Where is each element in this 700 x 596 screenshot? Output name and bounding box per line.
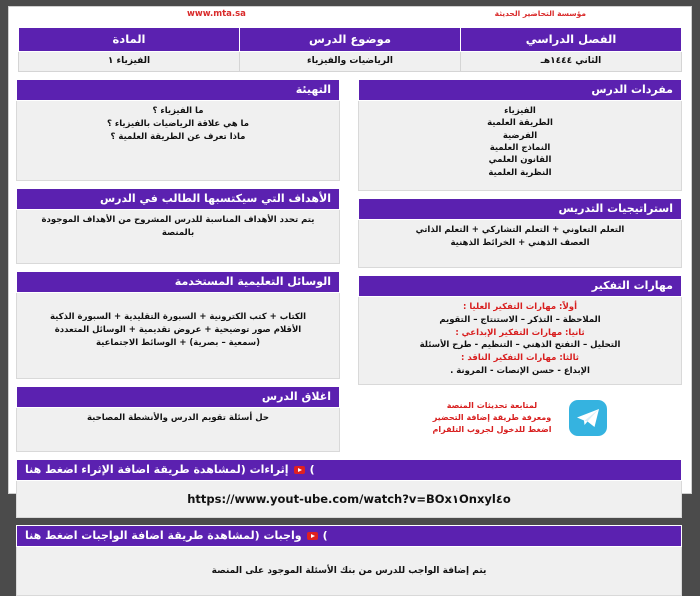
vocab-item: الفرضية: [502, 130, 538, 141]
vocab-item: الفيزياء: [504, 106, 536, 116]
card-title-teaching-strategies: استراتيجيات التدريس: [358, 198, 682, 220]
card-teaching-media: [16, 271, 340, 379]
vocab-item: النظرية العلمية: [488, 167, 552, 178]
lesson-info-table: [18, 27, 682, 72]
thinking-group-label: أولاً: مهارات التفكير العليا :: [462, 302, 577, 312]
card-title-enrichment[interactable]: [16, 459, 682, 481]
media-line: (سمعية – بصرية) + الوسائط الاجتماعية: [95, 337, 261, 348]
value-semester: الثاني ١٤٤٤هـ: [461, 52, 682, 72]
two-column-layout: [7, 79, 691, 459]
site-url[interactable]: www.mta.sa: [187, 9, 246, 19]
card-body-teaching-media: [16, 293, 340, 379]
thinking-group-value: التحليل – التفتح الذهني – التنظيم - طرح الأسئلة: [419, 340, 621, 351]
card-objectives: [16, 188, 340, 264]
card-title-teaching-media: الوسائل التعليمية المستخدمة: [16, 271, 340, 293]
thinking-group-label: ثالثا: مهارات التفكير الناقد :: [461, 353, 579, 363]
warmup-question: ما هي علاقة الرياضيات بالفيزياء ؟: [106, 118, 250, 129]
strategy-line: التعلم التعاوني + التعلم التشاركي + التعلم الذاتي: [415, 225, 625, 235]
card-title-vocabulary: مفردات الدرس: [358, 79, 682, 101]
promo-line: اضغط للدخول لجروب التلقرام: [432, 425, 552, 434]
closing-text: حل أسئلة تقويم الدرس والأنشطة المصاحبة: [87, 413, 269, 423]
youtube-icon[interactable]: [294, 466, 305, 474]
card-vocabulary: [358, 79, 682, 191]
warmup-question: ماذا تعرف عن الطريقة العلمية ؟: [110, 131, 246, 142]
card-title-thinking-skills: مهارات التفكير: [358, 275, 682, 297]
card-body-teaching-strategies: [358, 220, 682, 268]
telegram-promo[interactable]: [358, 392, 682, 444]
column-header-lesson-topic: موضوع الدرس: [240, 28, 461, 52]
telegram-promo-text: [433, 400, 552, 436]
column-header-semester: الفصل الدراسي: [461, 28, 682, 52]
brand-bar: [9, 7, 691, 27]
column-header-subject: المادة: [19, 28, 240, 52]
value-subject: الفيزياء ١: [19, 52, 240, 72]
vocab-item: الطريقة العلمية: [487, 118, 553, 129]
vocab-item: النماذج العلمية: [489, 142, 551, 153]
objective-line: يتم تحدد الأهداف المناسبة للدرس المشروح من الأهداف الموجودة: [41, 215, 315, 225]
homework-text: يتم إضافة الواجب للدرس من بنك الأسئلة الموجود على المنصة: [211, 566, 487, 576]
card-body-thinking-skills: [358, 297, 682, 385]
card-body-objectives: [16, 210, 340, 264]
media-line: الأقلام صور توضيحية + عروض تقديمية + الوسائل المتعددة: [54, 324, 302, 335]
card-title-homework[interactable]: [16, 525, 682, 547]
card-title-warmup: التهيئة: [16, 79, 340, 101]
promo-line: ومعرفة طريقة إضافة التحضير: [432, 413, 552, 422]
homework-title-text: واجبات (لمشاهدة طريقة اضافة الواجبات اضغط هنا: [25, 529, 302, 542]
value-lesson-topic: الرياضيات والفيزياء: [240, 52, 461, 72]
thinking-group-label: ثانيا: مهارات التفكير الإبداعي :: [455, 327, 585, 338]
card-body-lesson-closing: [16, 408, 340, 452]
thinking-group-value: الإبداع - حسن الإنصات - المرونة .: [450, 365, 590, 376]
card-lesson-closing: [16, 386, 340, 452]
card-body-warmup: [16, 101, 340, 181]
left-column: [349, 79, 691, 459]
card-title-lesson-closing: اغلاق الدرس: [16, 386, 340, 408]
vocab-item: القانون العلمي: [488, 155, 552, 166]
card-body-enrichment: [16, 481, 682, 518]
card-thinking-skills: [358, 275, 682, 385]
enrichment-title-text: إثراءات (لمشاهدة طريقة اضافة الإثراء اضغط هنا: [25, 463, 289, 476]
card-body-homework: [16, 547, 682, 596]
card-title-objectives: الأهداف التي سيكتسبها الطالب في الدرس: [16, 188, 340, 210]
promo-line: لمتابعة تحديثات المنصة: [446, 401, 538, 410]
card-homework: [16, 525, 682, 596]
thinking-group-value: الملاحظة – التذكر – الاستنتاج – التقويم: [439, 314, 601, 325]
card-body-vocabulary: [358, 101, 682, 191]
right-column: [7, 79, 349, 459]
homework-title-tail: ): [322, 529, 328, 542]
objective-line: بالمنصة: [161, 227, 195, 238]
media-line: الكتاب + كتب الكترونية + السبورة التقليدية + السبورة الذكية: [50, 312, 306, 322]
enrichment-title-tail: ): [309, 463, 315, 476]
organization-name: مؤسسة التحاضير الحديثة: [494, 9, 586, 18]
table-header-row: [19, 28, 682, 52]
table-row: [19, 52, 682, 72]
card-enrichment: [16, 459, 682, 518]
youtube-icon[interactable]: [307, 532, 318, 540]
card-warmup: [16, 79, 340, 181]
lesson-plan-page: [8, 6, 692, 576]
telegram-icon[interactable]: [569, 400, 607, 436]
card-teaching-strategies: [358, 198, 682, 268]
enrichment-video-link[interactable]: https://www.yout-ube.com/watch?v=BOx١Onxyl٤o: [187, 492, 511, 506]
warmup-question: ما الفيزياء ؟: [152, 106, 204, 116]
strategy-line: العصف الذهني + الخرائط الذهنية: [450, 237, 590, 248]
